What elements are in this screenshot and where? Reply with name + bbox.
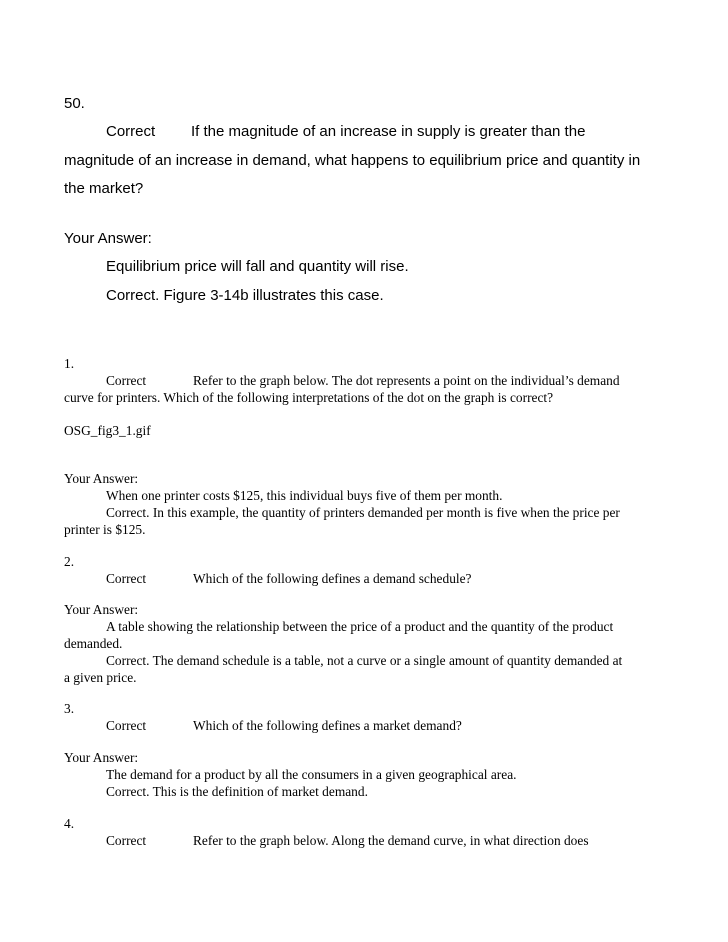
q2-answer-line1: A table showing the relationship between the price of a product and the quantity of the product [106, 619, 614, 634]
q1-status: Correct [106, 373, 147, 388]
q1-image-reference: OSG_fig3_1.gif [64, 423, 151, 438]
q3-answer-label: Your Answer: [64, 750, 139, 765]
q1-answer-label: Your Answer: [64, 471, 139, 486]
q2-status: Correct [106, 571, 147, 586]
q4-status: Correct [106, 833, 147, 848]
q2-feedback-line2: a given price. [64, 670, 137, 685]
q3-answer: The demand for a product by all the consumers in a given geographical area. [106, 767, 517, 782]
q1-question-line2: curve for printers. Which of the following interpretations of the dot on the graph is correct? [64, 390, 554, 405]
q2-question: Which of the following defines a demand schedule? [193, 571, 472, 586]
q3-number: 3. [64, 701, 75, 716]
q50-question-line2: magnitude of an increase in demand, what happens to equilibrium price and quantity in [64, 152, 641, 169]
q4-number: 4. [64, 816, 75, 831]
q2-feedback-line1: Correct. The demand schedule is a table, not a curve or a single amount of quantity demanded at [106, 653, 623, 668]
q2-number: 2. [64, 554, 75, 569]
q1-feedback-line2: printer is $125. [64, 522, 146, 537]
q50-question-line3: the market? [64, 180, 144, 197]
q1-answer: When one printer costs $125, this individual buys five of them per month. [106, 488, 503, 503]
q1-feedback-line1: Correct. In this example, the quantity of printers demanded per month is five when the price per [106, 505, 620, 520]
q50-answer-label: Your Answer: [64, 230, 152, 247]
q2-answer-line2: demanded. [64, 636, 123, 651]
q3-question: Which of the following defines a market demand? [193, 718, 462, 733]
q50-status: Correct [106, 123, 156, 140]
q2-answer-label: Your Answer: [64, 602, 139, 617]
q3-status: Correct [106, 718, 147, 733]
q1-number: 1. [64, 356, 75, 371]
q1-question-line1: Refer to the graph below. The dot represents a point on the individual’s demand [193, 373, 620, 388]
q50-question-line1: If the magnitude of an increase in supply is greater than the [191, 123, 586, 140]
q4-question: Refer to the graph below. Along the demand curve, in what direction does [193, 833, 589, 848]
q50-answer: Equilibrium price will fall and quantity will rise. [106, 258, 409, 275]
q3-feedback: Correct. This is the definition of market demand. [106, 784, 368, 799]
q50-number: 50. [64, 95, 85, 112]
q50-feedback: Correct. Figure 3-14b illustrates this case. [106, 287, 384, 304]
